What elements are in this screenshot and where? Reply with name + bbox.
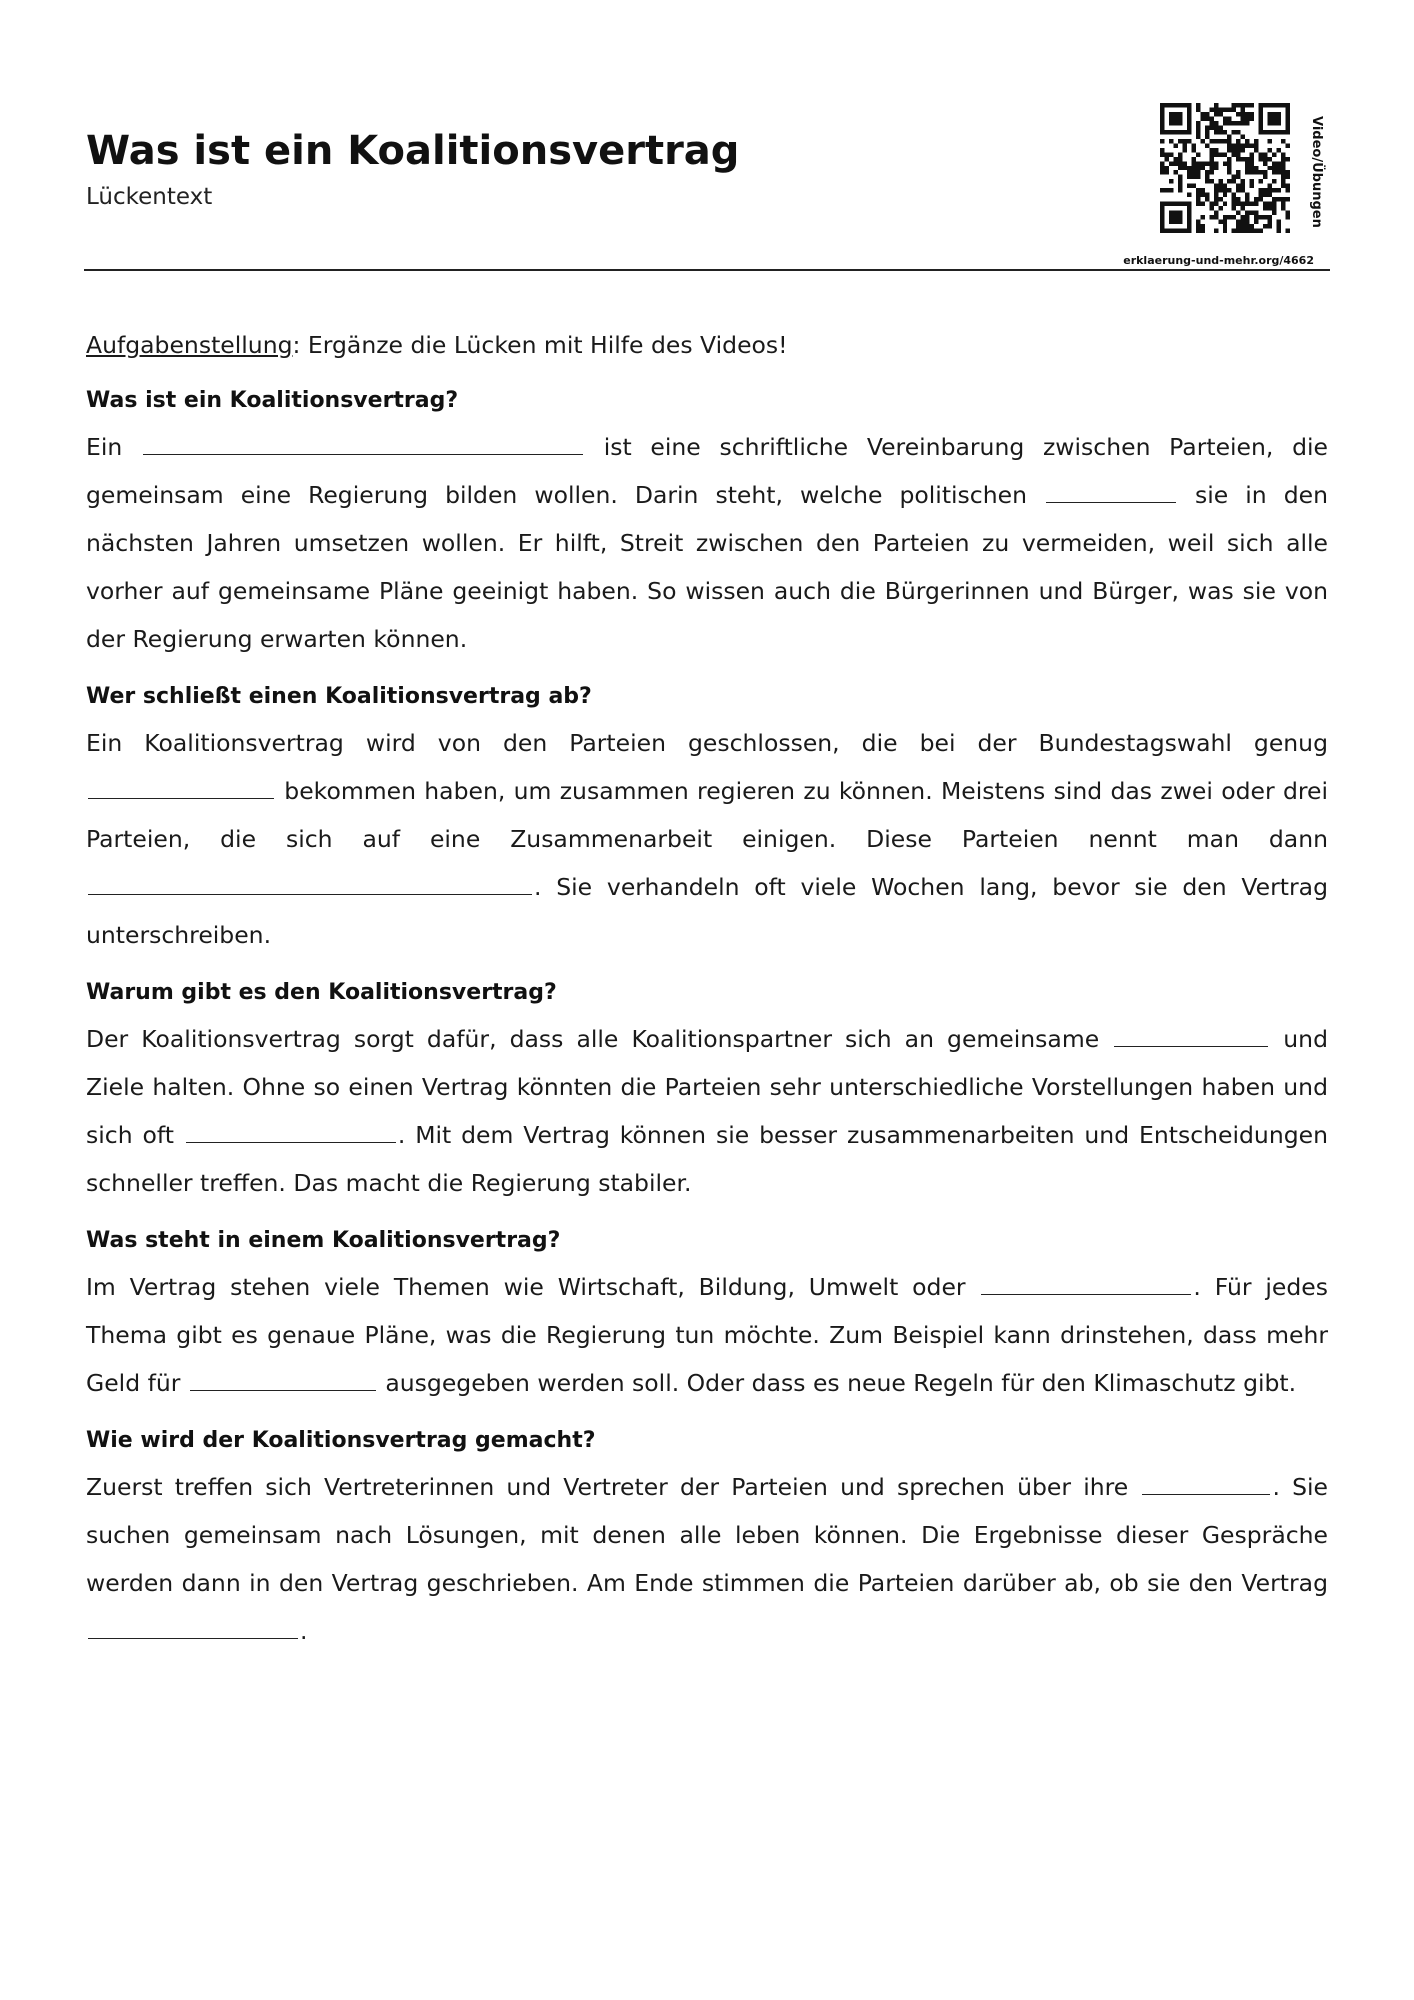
section-paragraph	[86, 423, 1328, 663]
section-heading: Wie wird der Koalitionsvertrag gemacht?	[86, 1428, 596, 1453]
section-heading: Warum gibt es den Koalitionsvertrag?	[86, 980, 557, 1005]
task-text: : Ergänze die Lücken mit Hilfe des Videos!	[292, 331, 788, 359]
text-segment: . Sie suchen gemeinsam nach Lösungen, mit denen alle leben können. Die Ergebnisse dieser Gespräche werden dann in den Vertrag geschrieben. Am Ende stimmen die Parteien darüber ab, ob sie den Vertrag	[86, 1473, 1328, 1597]
text-segment: ausgegeben werden soll. Oder dass es neue Regeln für den Klimaschutz gibt.	[377, 1369, 1297, 1397]
qr-code-icon[interactable]	[1160, 100, 1290, 236]
blank-gap[interactable]	[1142, 1493, 1270, 1495]
source-url[interactable]: erklaerung-und-mehr.org/4662	[1123, 254, 1314, 267]
blank-gap[interactable]	[1046, 501, 1176, 503]
section-wer-schliesst	[86, 675, 1328, 959]
text-segment: ist eine schriftliche Vereinbarung zwischen Parteien, die gemeinsam eine Regierung bilden wollen. Darin steht, welche politischen	[86, 433, 1328, 509]
text-segment: bekommen haben, um zusammen regieren zu können. Meistens sind das zwei oder drei Parteien, die sich auf eine Zusammenarbeit einigen. Diese Parteien nennt man dann	[86, 777, 1328, 853]
section-heading: Was steht in einem Koalitionsvertrag?	[86, 1228, 561, 1253]
task-label: Aufgabenstellung	[86, 331, 293, 359]
blank-gap[interactable]	[143, 453, 583, 455]
section-paragraph	[86, 1263, 1328, 1407]
section-paragraph	[86, 1463, 1328, 1655]
page-title: Was ist ein Koalitionsvertrag	[86, 128, 740, 174]
text-segment: . Sie verhandeln oft viele Wochen lang, bevor sie den Vertrag unterschreiben.	[86, 873, 1328, 949]
video-uebungen-label	[1306, 116, 1328, 226]
section-was-ist	[86, 379, 1328, 663]
text-segment: Ein	[86, 433, 141, 461]
section-wie-gemacht	[86, 1419, 1328, 1655]
blank-gap[interactable]	[186, 1141, 396, 1143]
text-segment: . Für jedes Thema gibt es genaue Pläne, was die Regierung tun möchte. Zum Beispiel kann drinstehen, dass mehr Geld für	[86, 1273, 1328, 1397]
section-heading: Wer schließt einen Koalitionsvertrag ab?	[86, 684, 592, 709]
text-segment: Im Vertrag stehen viele Themen wie Wirtschaft, Bildung, Umwelt oder	[86, 1273, 980, 1301]
section-paragraph	[86, 1015, 1328, 1207]
blank-gap[interactable]	[190, 1389, 376, 1391]
section-heading: Was ist ein Koalitionsvertrag?	[86, 388, 459, 413]
blank-gap[interactable]	[88, 1637, 298, 1639]
section-paragraph	[86, 719, 1328, 959]
blank-gap[interactable]	[1114, 1045, 1268, 1047]
task-instruction	[86, 321, 1328, 369]
section-warum	[86, 971, 1328, 1207]
text-segment: Ein Koalitionsvertrag wird von den Parteien geschlossen, die bei der Bundestagswahl genug	[86, 729, 1328, 757]
page-subtitle: Lückentext	[86, 184, 213, 210]
text-segment: Der Koalitionsvertrag sorgt dafür, dass alle Koalitionspartner sich an gemeinsame	[86, 1025, 1113, 1053]
text-segment: und Ziele halten. Ohne so einen Vertrag könnten die Parteien sehr unterschiedliche Vorstellungen haben und sich oft	[86, 1025, 1328, 1149]
side-label-text: Video/Übungen	[1309, 116, 1324, 228]
header-divider	[84, 269, 1330, 271]
blank-gap[interactable]	[88, 797, 274, 799]
blank-gap[interactable]	[981, 1293, 1191, 1295]
text-segment: Zuerst treffen sich Vertreterinnen und Vertreter der Parteien und sprechen über ihre	[86, 1473, 1141, 1501]
blank-gap[interactable]	[88, 893, 532, 895]
text-segment: .	[300, 1617, 308, 1645]
section-was-steht	[86, 1219, 1328, 1407]
worksheet-body	[86, 321, 1328, 1667]
text-segment: . Mit dem Vertrag können sie besser zusammenarbeiten und Entscheidungen schneller treffen. Das macht die Regierung stabiler.	[86, 1121, 1328, 1197]
text-segment: sie in den nächsten Jahren umsetzen wollen. Er hilft, Streit zwischen den Parteien zu vermeiden, weil sich alle vorher auf gemeinsame Pläne geeinigt haben. So wissen auch die Bürgerinnen und Bürger, was sie von der Regierung erwarten können.	[86, 481, 1328, 653]
